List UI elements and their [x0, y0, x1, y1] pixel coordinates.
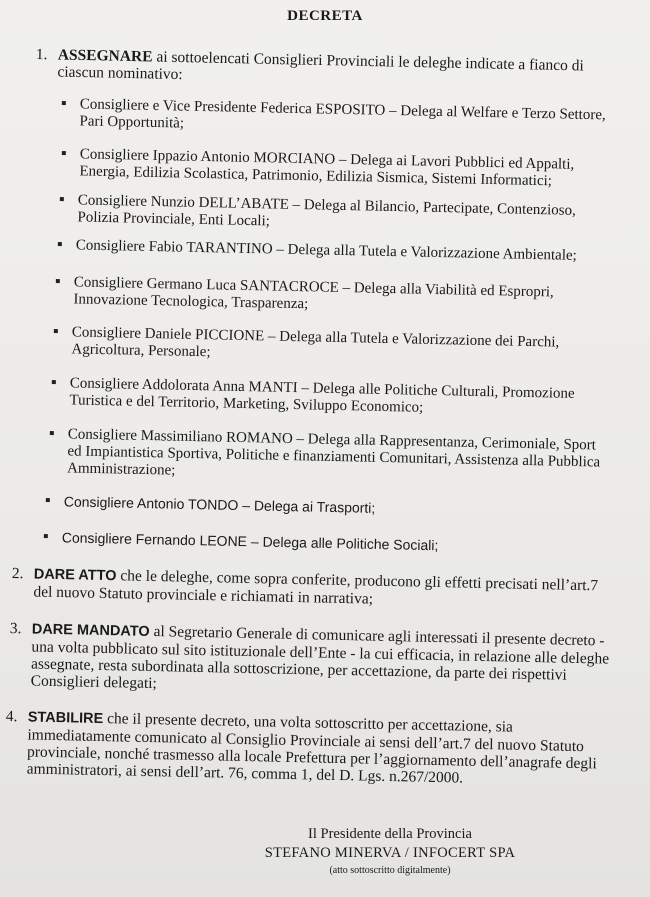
article-4-text: che il presente decreto, una volta sottoscritto per accettazione, sia immediatamente comunicato al Consiglio Provinciale ai sensi dell’art.7 del nuovo Statuto provinciale, nonché trasmesso alla locale Prefettura per l’aggiornamento dell’anagrafe degli amministratori, ai sensi dell’art. 76, comma 1, del D. Lgs. n.267/2000.: [26, 710, 597, 787]
delegation-item: Consigliere Addolorata Anna MANTI – Delega alle Politiche Culturali, Promozione Turistica e del Territorio, Marketing, Sviluppo Economico;: [51, 375, 614, 421]
bullet-marker: [46, 498, 50, 502]
bullet-marker: [58, 242, 62, 246]
article-2-lead: DARE ATTO: [33, 566, 117, 585]
signature-role: Il Presidente della Provincia: [308, 826, 472, 842]
article-4: [5, 708, 614, 790]
article-4-number: 4.: [5, 708, 18, 726]
delegation-item: Consigliere Germano Luca SANTACROCE – Delega alla Viabilità ed Espropri, Innovazione Tecnologica, Trasparenza;: [55, 274, 614, 320]
signature-name: STEFANO MINERVA / INFOCERT SPA: [264, 845, 516, 861]
article-4-lead: STABILIRE: [27, 709, 104, 728]
bullet-marker: [60, 197, 64, 201]
delegation-item: Consigliere Fabio TARANTINO – Delega alla Tutela e Valorizzazione Ambientale;: [58, 237, 614, 266]
bullet-marker: [62, 101, 66, 105]
article-1-number: 1.: [35, 46, 48, 64]
delegation-item: Consigliere Antonio TONDO – Delega ai Trasporti;: [46, 493, 614, 522]
article-1: [35, 46, 606, 92]
article-3-text: al Segretario Generale di comunicare agli interessati il presente decreto - una volta pubblicato sul sito istituzionale dell’Ente - la cui efficacia, in relazione alle deleghe assegnate, resta subordinata alla sottoscrizione, per accettazione, da parte dei rispettivi Consiglieri delegati;: [30, 622, 610, 693]
bullet-marker: [62, 151, 66, 155]
delegation-item: Consigliere Massimiliano ROMANO – Delega alla Rappresentanza, Cerimoniale, Sport ed Impiantistica Sportiva, Politiche e finanziamenti Comunitari, Assistenza alla Pubblica Amministrazione;: [49, 426, 614, 489]
delegation-item: Consigliere Ippazio Antonio MORCIANO – Delega ai Lavori Pubblici ed Appalti, Energia, Edilizia Scolastica, Patrimonio, Edilizia Sismica, Sistemi Informatici;: [61, 146, 614, 192]
delegation-item: Consigliere Nunzio DELL’ABATE – Delega al Bilancio, Partecipate, Contenzioso, Polizia Provinciale, Enti Locali;: [59, 192, 614, 238]
bullet-marker: [44, 534, 48, 538]
article-3: [9, 620, 614, 702]
delegation-item: Consigliere e Vice Presidente Federica ESPOSITO – Delega al Welfare e Terzo Settore, Pari Opportunità;: [61, 96, 612, 142]
signature-note: (atto sottoscritto digitalmente): [329, 865, 451, 876]
article-1-lead: ASSEGNARE: [57, 46, 153, 66]
article-3-number: 3.: [9, 620, 22, 638]
article-2-text: che le deleghe, come sopra conferite, producono gli effetti precisati nell’art.7 del nuovo Statuto provinciale e richiamati in narrativa;: [33, 567, 599, 608]
document-title: DECRETA: [287, 8, 363, 24]
article-2-number: 2.: [11, 565, 24, 583]
bullet-marker: [56, 279, 60, 283]
signature-block: [230, 826, 550, 876]
bullet-marker: [52, 380, 56, 384]
delegation-item: Consigliere Fernando LEONE – Delega alle Politiche Sociali;: [44, 529, 614, 558]
bullet-marker: [54, 329, 58, 333]
delegation-item: Consigliere Daniele PICCIONE – Delega alla Tutela e Valorizzazione dei Parchi, Agricoltura, Personale;: [53, 324, 614, 370]
bullet-marker: [50, 431, 54, 435]
article-1-text: ai sottoelencati Consiglieri Provinciali le deleghe indicate a fianco di ciascun nominativo:: [57, 48, 584, 84]
article-3-lead: DARE MANDATO: [31, 621, 150, 640]
article-2: [11, 565, 614, 613]
